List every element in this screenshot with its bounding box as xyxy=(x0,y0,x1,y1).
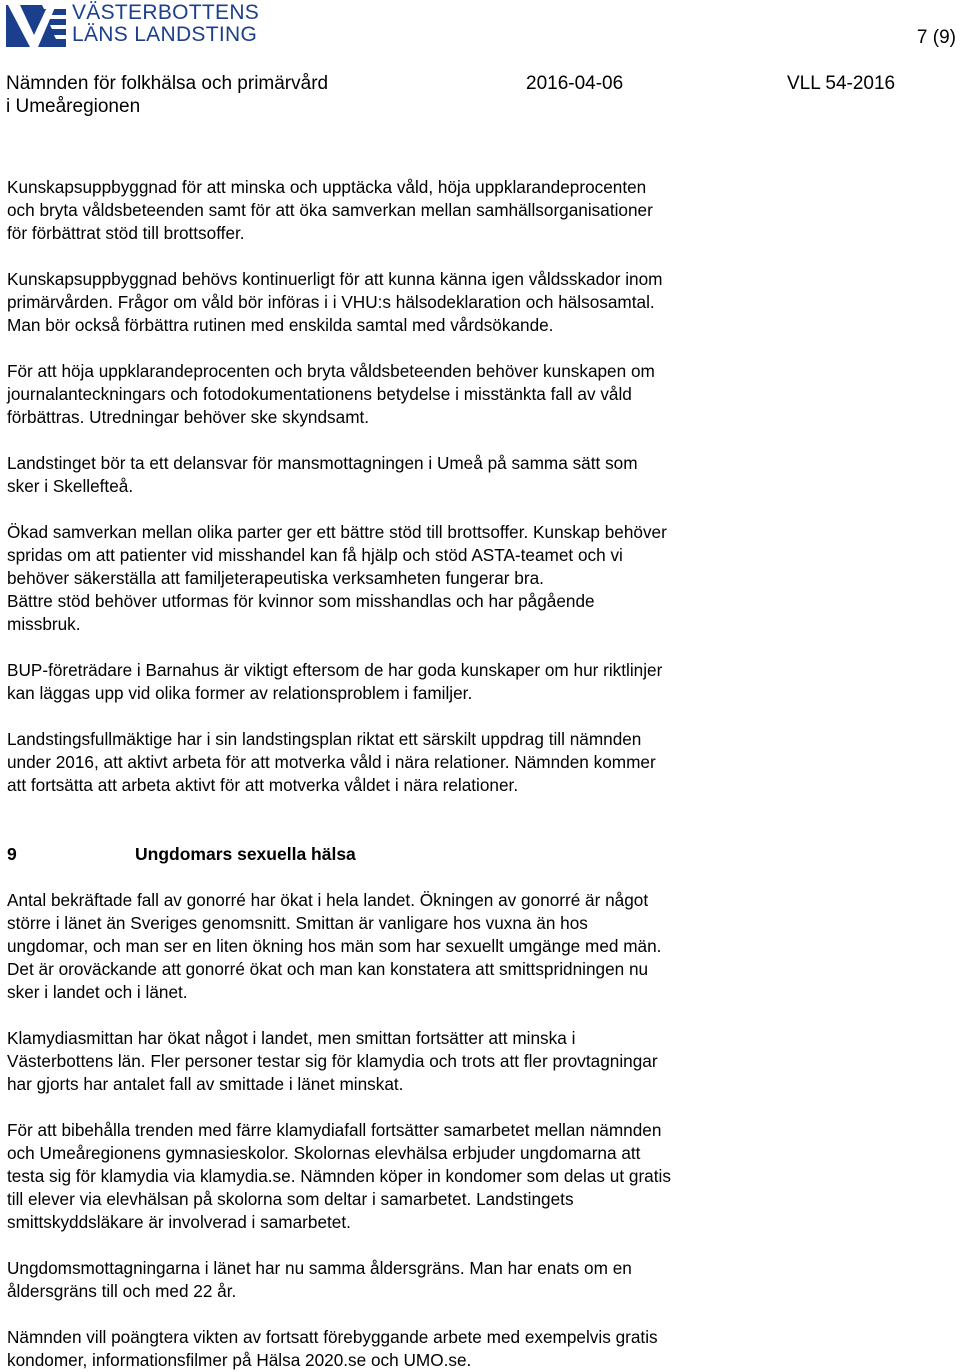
text-line: Kunskapsuppbyggnad för att minska och upptäcka våld, höja uppklarandeprocenten xyxy=(7,177,647,197)
text-line: Landstingsfullmäktige har i sin landstingsplan riktat ett särskilt uppdrag till nämnden xyxy=(7,729,642,749)
text-line: att fortsätta att arbeta aktivt för att motverka våldet i nära relationer. xyxy=(7,775,519,795)
text-line: smittskyddsläkare är involverad i samarbetet. xyxy=(7,1212,351,1232)
text-line: Västerbottens län. Fler personer testar sig för klamydia och trots att fler provtagningar xyxy=(7,1051,658,1071)
text-line: missbruk. xyxy=(7,614,81,634)
paragraph xyxy=(7,360,797,429)
text-line: Det är oroväckande att gonorré ökat och man kan konstatera att smittspridningen nu xyxy=(7,959,649,979)
text-line: ungdomar, och man ser en liten ökning hos män som har sexuellt umgänge med män. xyxy=(7,936,662,956)
paragraph xyxy=(7,268,797,337)
text-line: För att höja uppklarandeprocenten och bryta våldsbeteenden behöver kunskapen om xyxy=(7,361,655,381)
section-heading xyxy=(7,843,797,866)
text-line: testa sig för klamydia via klamydia.se. Nämnden köper in kondomer som delas ut gratis xyxy=(7,1166,671,1186)
logo-line-2: LÄNS LANDSTING xyxy=(72,23,258,46)
text-line: BUP-företrädare i Barnahus är viktigt eftersom de har goda kunskaper om hur riktlinjer xyxy=(7,660,663,680)
paragraph xyxy=(7,452,797,498)
text-line: åldersgräns till och med 22 år. xyxy=(7,1281,237,1301)
section-title: Ungdomars sexuella hälsa xyxy=(135,844,356,864)
text-line: behöver säkerställa att familjeterapeutiska verksamheten fungerar bra. xyxy=(7,568,544,588)
text-line: och Umeåregionens gymnasieskolor. Skolornas elevhälsa erbjuder ungdomarna att xyxy=(7,1143,641,1163)
text-line: primärvården. Frågor om våld bör införas i i VHU:s hälsodeklaration och hälsosamtal. xyxy=(7,292,655,312)
text-line: förbättras. Utredningar behöver ske skyndsamt. xyxy=(7,407,370,427)
document-date: 2016-04-06 xyxy=(526,73,624,94)
text-line: spridas om att patienter vid misshandel kan få hjälp och stöd ASTA-teamet och vi xyxy=(7,545,623,565)
paragraph xyxy=(7,1326,797,1372)
text-line: Landstinget bör ta ett delansvar för mansmottagningen i Umeå på samma sätt som xyxy=(7,453,638,473)
committee-region: i Umeåregionen xyxy=(6,96,141,117)
paragraph xyxy=(7,521,797,636)
text-line: för förbättrat stöd till brottsoffer. xyxy=(7,223,245,243)
logo-mark-icon xyxy=(6,5,66,47)
text-line: Ökad samverkan mellan olika parter ger ett bättre stöd till brottsoffer. Kunskap behöver xyxy=(7,522,667,542)
text-line: Bättre stöd behöver utformas för kvinnor som misshandlas och har pågående xyxy=(7,591,595,611)
paragraph xyxy=(7,659,797,705)
text-line: större i länet än Sveriges genomsnitt. Smittan är vanligare hos vuxna än hos xyxy=(7,913,588,933)
text-line: under 2016, att aktivt arbeta för att motverka våld i nära relationer. Nämnden kommer xyxy=(7,752,656,772)
text-line: Kunskapsuppbyggnad behövs kontinuerligt för att kunna känna igen våldsskador inom xyxy=(7,269,663,289)
paragraph xyxy=(7,1119,797,1234)
committee-name: Nämnden för folkhälsa och primärvård xyxy=(6,73,329,94)
text-line: journalanteckningars och fotodokumentationens betydelse i misstänkta fall av våld xyxy=(7,384,632,404)
text-line: till elever via elevhälsan på skolorna som deltar i samarbetet. Landstingets xyxy=(7,1189,574,1209)
paragraph xyxy=(7,1257,797,1303)
paragraph xyxy=(7,176,797,245)
paragraph xyxy=(7,1027,797,1096)
text-line: Nämnden vill poängtera vikten av fortsatt förebyggande arbete med exempelvis gratis xyxy=(7,1327,658,1347)
text-line: kan läggas upp vid olika former av relationsproblem i familjer. xyxy=(7,683,473,703)
document-reference: VLL 54-2016 xyxy=(787,73,896,94)
text-line: Klamydiasmittan har ökat något i landet, men smittan fortsätter att minska i xyxy=(7,1028,576,1048)
text-line: Man bör också förbättra rutinen med enskilda samtal med vårdsökande. xyxy=(7,315,554,335)
document-body xyxy=(7,176,797,1372)
page-number: 7 (9) xyxy=(916,27,956,48)
organization-logo xyxy=(6,1,260,50)
logo-wordmark xyxy=(72,2,259,46)
text-line: kondomer, informationsfilmer på Hälsa 2020.se och UMO.se. xyxy=(7,1350,472,1370)
text-line: sker i landet och i länet. xyxy=(7,982,188,1002)
text-line: har gjorts har antalet fall av smittade i länet minskat. xyxy=(7,1074,404,1094)
paragraph xyxy=(7,728,797,797)
logo-line-1: VÄSTERBOTTENS xyxy=(72,1,260,24)
section-number: 9 xyxy=(7,844,17,864)
text-line: Ungdomsmottagningarna i länet har nu samma åldersgräns. Man har enats om en xyxy=(7,1258,632,1278)
text-line: och bryta våldsbeteenden samt för att öka samverkan mellan samhällsorganisationer xyxy=(7,200,653,220)
paragraph xyxy=(7,889,797,1004)
text-line: Antal bekräftade fall av gonorré har ökat i hela landet. Ökningen av gonorré är något xyxy=(7,890,649,910)
text-line: För att bibehålla trenden med färre klamydiafall fortsätter samarbetet mellan nämnden xyxy=(7,1120,662,1140)
text-line: sker i Skellefteå. xyxy=(7,476,134,496)
